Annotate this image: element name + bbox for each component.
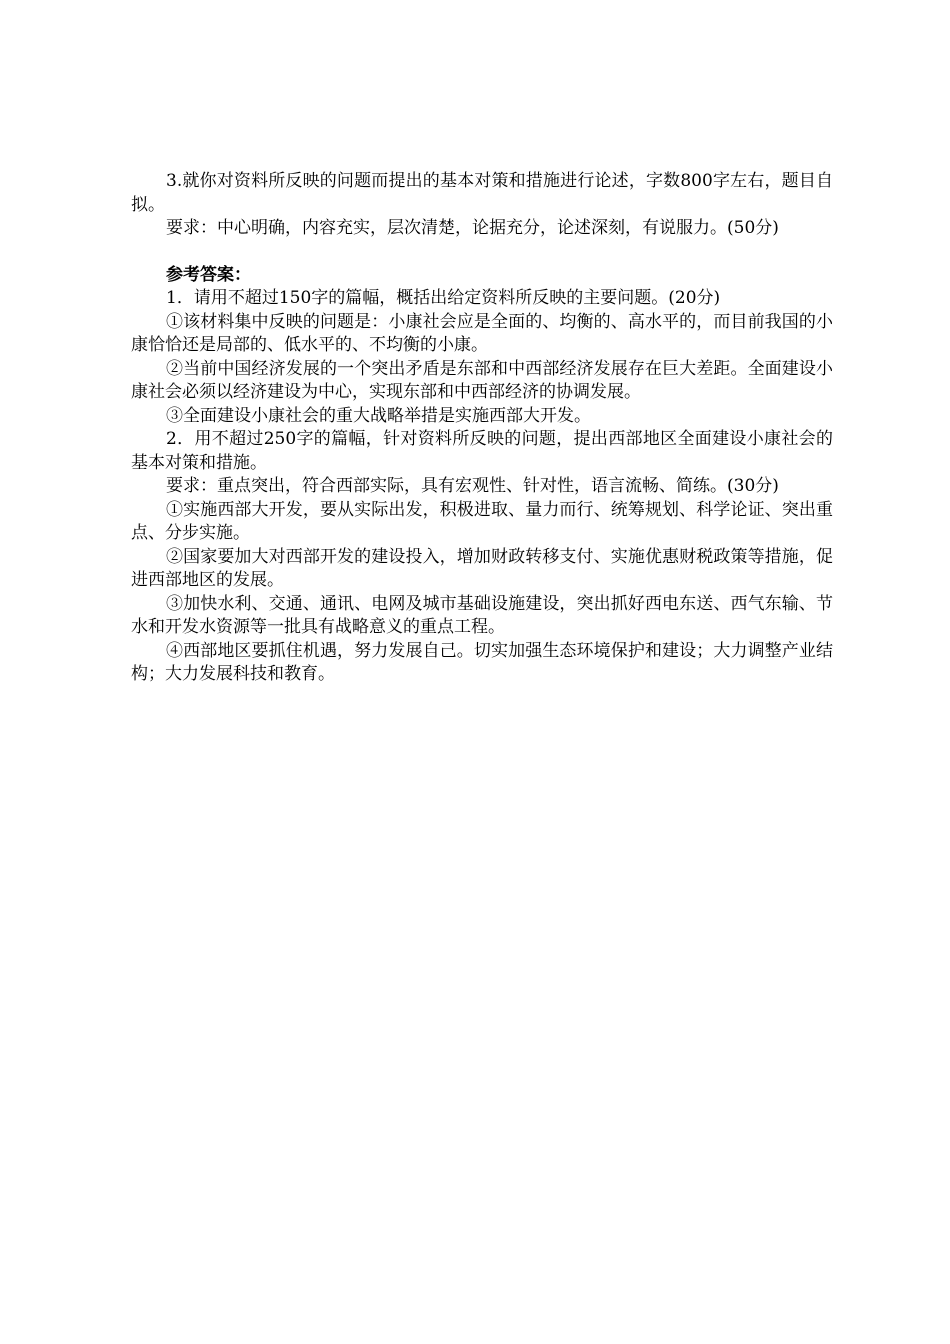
answer-2-point-3: ③加快水利、交通、通讯、电网及城市基础设施建设，突出抓好西电东送、西气东输、节水和开发水资源等一批具有战略意义的重点工程。 xyxy=(131,593,833,637)
question-3-requirement: 要求：中心明确，内容充实，层次清楚，论据充分，论述深刻，有说服力。(50分) xyxy=(166,218,779,238)
answers-heading: 参考答案： xyxy=(166,264,251,285)
answer-2-point-2: ②国家要加大对西部开发的建设投入，增加财政转移支付、实施优惠财税政策等措施，促进西部地区的发展。 xyxy=(131,546,833,590)
answer-2-requirement: 要求：重点突出，符合西部实际，具有宏观性、针对性，语言流畅、简练。(30分) xyxy=(166,476,779,496)
question-3-text: 3.就你对资料所反映的问题而提出的基本对策和措施进行论述，字数800字左右，题目自拟。 xyxy=(131,171,833,215)
answer-2-point-1: ①实施西部大开发，要从实际出发，积极进取、量力而行、统筹规划、科学论证、突出重点、分步实施。 xyxy=(131,499,833,543)
answer-1-point-2: ②当前中国经济发展的一个突出矛盾是东部和中西部经济发展存在巨大差距。全面建设小康社会必须以经济建设为中心，实现东部和中西部经济的协调发展。 xyxy=(131,358,833,402)
document-page xyxy=(131,170,833,687)
answer-2-prompt: 2．用不超过250字的篇幅，针对资料所反映的问题，提出西部地区全面建设小康社会的基本对策和措施。 xyxy=(131,429,833,473)
spacer xyxy=(131,241,833,264)
answer-2-point-4: ④西部地区要抓住机遇，努力发展自己。切实加强生态环境保护和建设；大力调整产业结构；大力发展科技和教育。 xyxy=(131,640,833,684)
answer-1-point-3: ③全面建设小康社会的重大战略举措是实施西部大开发。 xyxy=(166,405,591,426)
answer-1-point-1: ①该材料集中反映的问题是：小康社会应是全面的、均衡的、高水平的，而目前我国的小康恰恰还是局部的、低水平的、不均衡的小康。 xyxy=(131,311,833,355)
answer-1-prompt: 1．请用不超过150字的篇幅，概括出给定资料所反映的主要问题。(20分) xyxy=(166,288,721,308)
